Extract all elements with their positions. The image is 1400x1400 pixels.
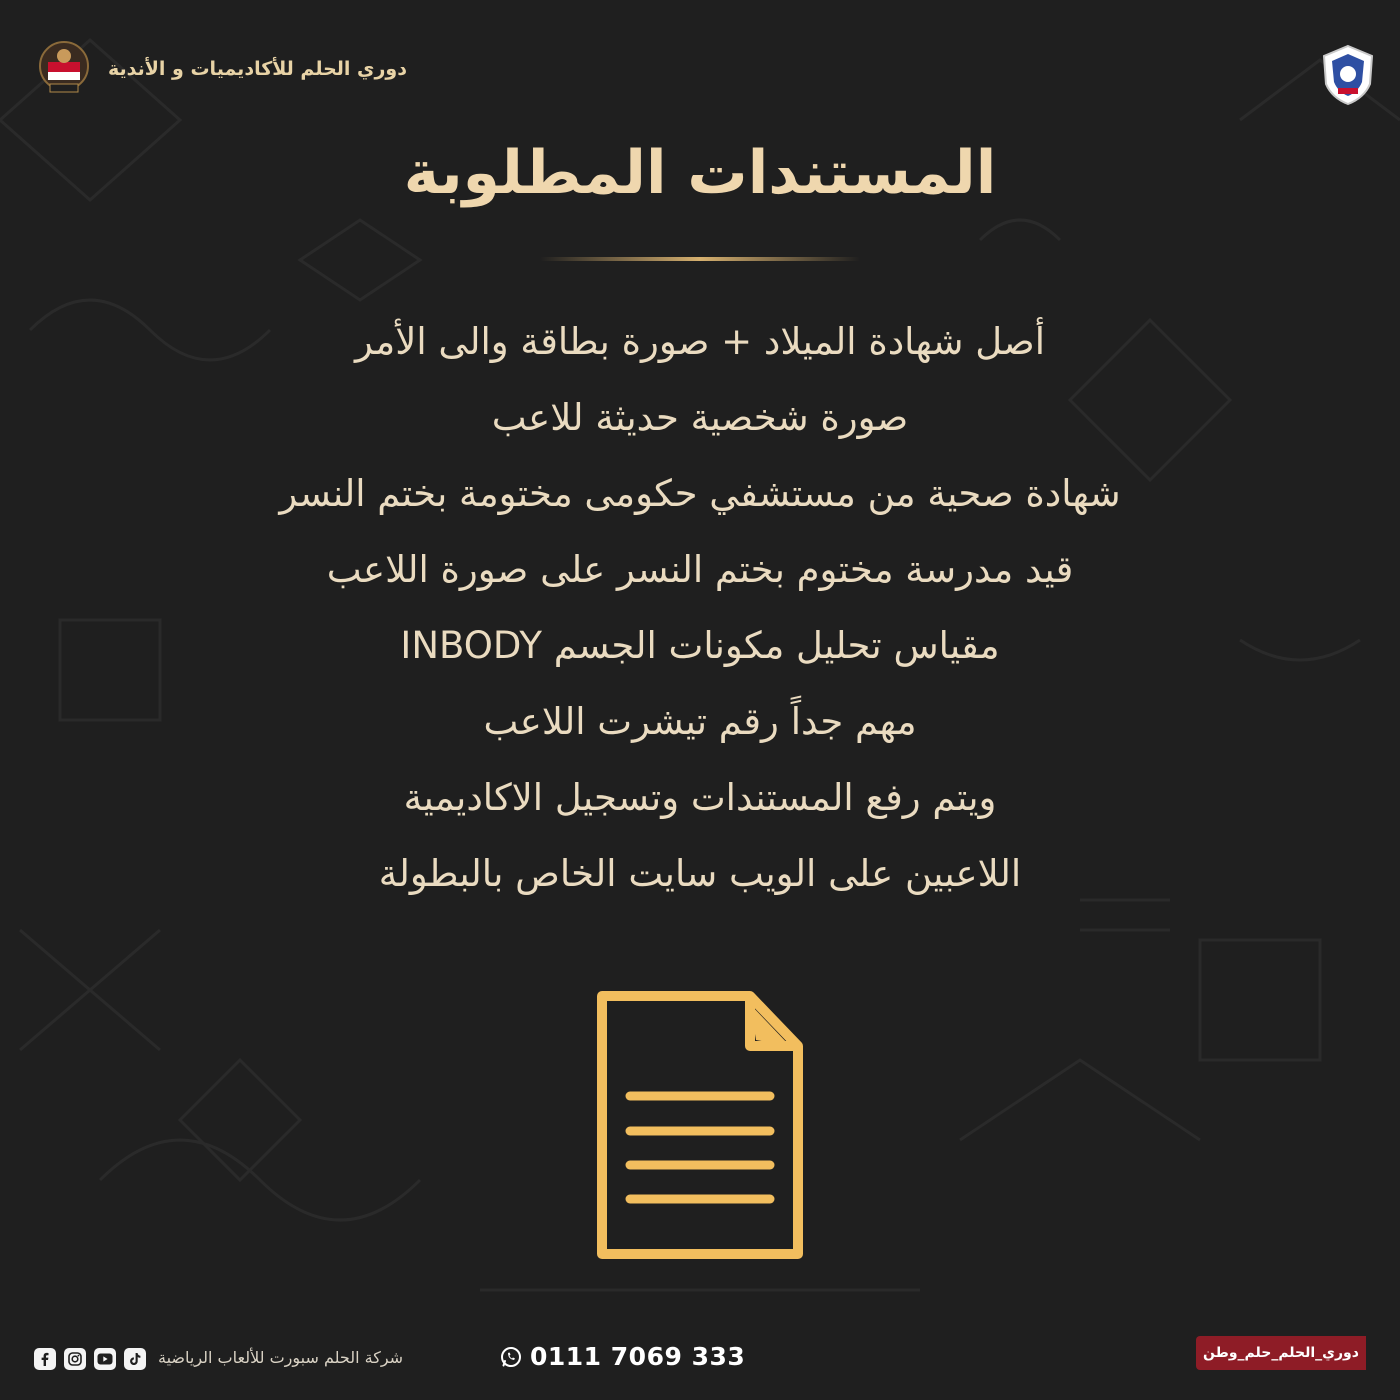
instagram-icon[interactable] [64, 1348, 86, 1370]
tiktok-icon[interactable] [124, 1348, 146, 1370]
phone-number: 0111 7069 333 [530, 1342, 746, 1371]
list-item: ويتم رفع المستندات وتسجيل الاكاديمية [403, 776, 997, 819]
club-shield-logo [1320, 44, 1376, 106]
youtube-icon[interactable] [94, 1348, 116, 1370]
whatsapp-icon [500, 1346, 522, 1368]
list-item: مقياس تحليل مكونات الجسم INBODY [400, 624, 1000, 667]
list-item: صورة شخصية حديثة للاعب [491, 396, 909, 439]
requirements-list [100, 310, 1300, 918]
list-item: مهم جداً رقم تيشرت اللاعب [483, 700, 917, 743]
page-title: المستندات المطلوبة [403, 138, 997, 208]
company-name: شركة الحلم سبورت للألعاب الرياضية [158, 1348, 404, 1367]
list-item: قيد مدرسة مختوم بختم النسر على صورة اللاعب [326, 548, 1074, 591]
social-links [34, 1348, 146, 1370]
league-name: دوري الحلم للأكاديميات و الأندية [108, 58, 407, 80]
list-item: أصل شهادة الميلاد + صورة بطاقة والى الأمر [354, 320, 1045, 363]
list-item: اللاعبين على الويب سايت الخاص بالبطولة [378, 852, 1022, 895]
phone-contact[interactable] [500, 1342, 745, 1371]
list-item: شهادة صحية من مستشفي حكومى مختومة بختم النسر [279, 472, 1121, 515]
hashtag-badge [1196, 1336, 1366, 1370]
document-icon [596, 990, 804, 1260]
dream-league-logo [36, 38, 92, 100]
title-divider [540, 257, 860, 261]
facebook-icon[interactable] [34, 1348, 56, 1370]
hashtag-text: دوري_الحلم_حلم_وطن [1203, 1345, 1359, 1361]
header [36, 38, 407, 100]
footer [0, 1336, 1400, 1380]
